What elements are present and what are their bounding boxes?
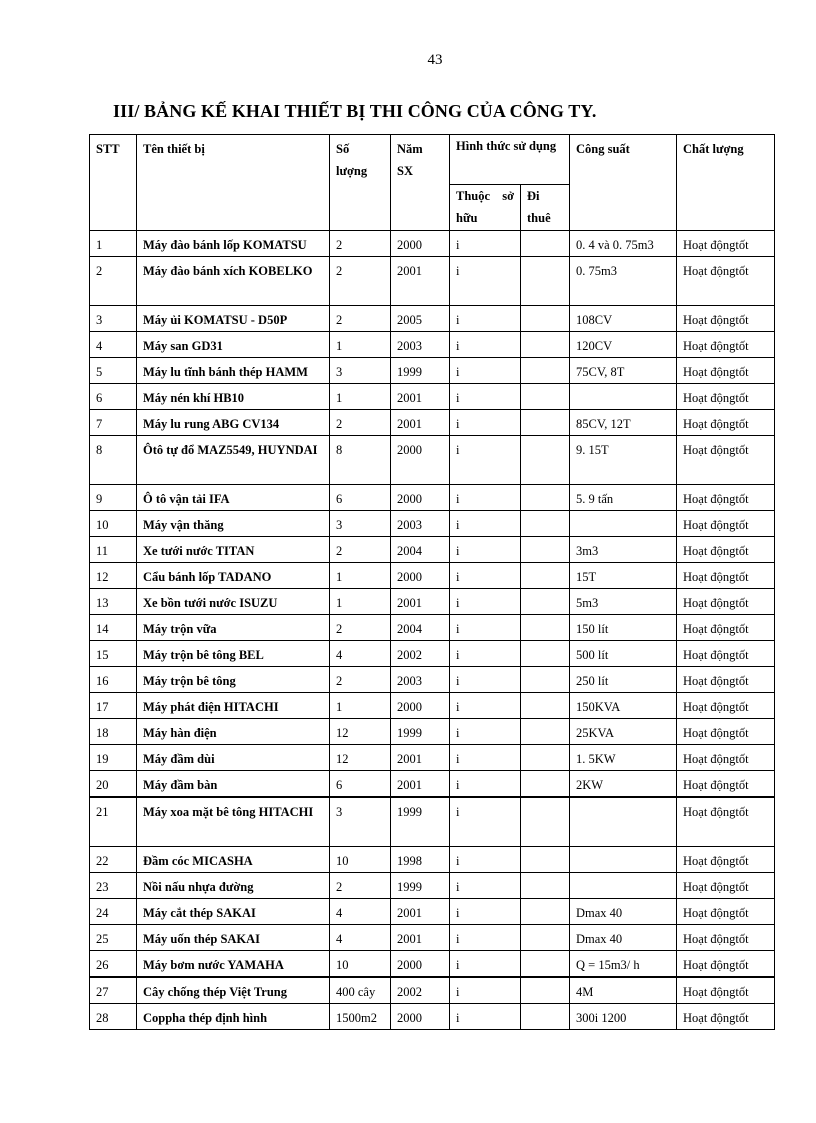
cell-stt: 1 xyxy=(90,231,137,257)
cell-capacity: Dmax 40 xyxy=(570,924,677,950)
cell-year: 2001 xyxy=(391,384,450,410)
table-row xyxy=(90,436,775,485)
cell-rented xyxy=(521,745,570,771)
cell-quality: Hoạt độngtốt xyxy=(677,898,775,924)
table-row xyxy=(90,358,775,384)
cell-stt: 12 xyxy=(90,563,137,589)
cell-owned: i xyxy=(450,1003,521,1029)
table-row xyxy=(90,306,775,332)
cell-year: 2001 xyxy=(391,771,450,798)
cell-stt: 19 xyxy=(90,745,137,771)
cell-year: 2000 xyxy=(391,950,450,977)
cell-quality: Hoạt độngtốt xyxy=(677,667,775,693)
table-row xyxy=(90,797,775,846)
cell-rented xyxy=(521,410,570,436)
cell-name: Máy bơm nước YAMAHA xyxy=(137,950,330,977)
cell-quality: Hoạt độngtốt xyxy=(677,436,775,485)
section-heading: III/ BẢNG KẾ KHAI THIẾT BỊ THI CÔNG CỦA CÔNG TY. xyxy=(113,101,597,121)
cell-quality: Hoạt độngtốt xyxy=(677,771,775,798)
cell-capacity: 3m3 xyxy=(570,537,677,563)
table-row xyxy=(90,485,775,511)
cell-owned: i xyxy=(450,771,521,798)
cell-stt: 3 xyxy=(90,306,137,332)
cell-capacity: 75CV, 8T xyxy=(570,358,677,384)
cell-owned: i xyxy=(450,485,521,511)
cell-rented xyxy=(521,615,570,641)
cell-year: 1999 xyxy=(391,872,450,898)
cell-rented xyxy=(521,563,570,589)
cell-year: 2004 xyxy=(391,615,450,641)
table-row xyxy=(90,537,775,563)
cell-capacity: 85CV, 12T xyxy=(570,410,677,436)
cell-quality: Hoạt độngtốt xyxy=(677,537,775,563)
cell-rented xyxy=(521,257,570,306)
cell-stt: 21 xyxy=(90,797,137,846)
cell-qty: 3 xyxy=(330,358,391,384)
cell-quality: Hoạt độngtốt xyxy=(677,846,775,872)
cell-qty: 2 xyxy=(330,537,391,563)
header-quality: Chất lượng xyxy=(677,135,775,231)
cell-stt: 24 xyxy=(90,898,137,924)
cell-owned: i xyxy=(450,358,521,384)
cell-stt: 20 xyxy=(90,771,137,798)
cell-owned: i xyxy=(450,693,521,719)
cell-owned: i xyxy=(450,563,521,589)
cell-qty: 12 xyxy=(330,745,391,771)
cell-owned: i xyxy=(450,332,521,358)
header-year: Năm SX xyxy=(391,135,450,231)
cell-year: 1998 xyxy=(391,846,450,872)
cell-year: 2000 xyxy=(391,436,450,485)
cell-rented xyxy=(521,846,570,872)
cell-rented xyxy=(521,977,570,1004)
cell-name: Máy uốn thép SAKAI xyxy=(137,924,330,950)
cell-qty: 6 xyxy=(330,771,391,798)
table-row xyxy=(90,924,775,950)
cell-quality: Hoạt độngtốt xyxy=(677,641,775,667)
table-row xyxy=(90,898,775,924)
cell-rented xyxy=(521,436,570,485)
cell-name: Máy hàn điện xyxy=(137,719,330,745)
cell-owned: i xyxy=(450,589,521,615)
cell-stt: 14 xyxy=(90,615,137,641)
cell-qty: 3 xyxy=(330,797,391,846)
cell-qty: 8 xyxy=(330,436,391,485)
cell-qty: 10 xyxy=(330,846,391,872)
cell-name: Ô tô vận tải IFA xyxy=(137,485,330,511)
cell-name: Máy lu tĩnh bánh thép HAMM xyxy=(137,358,330,384)
cell-owned: i xyxy=(450,537,521,563)
cell-name: Đầm cóc MICASHA xyxy=(137,846,330,872)
cell-qty: 2 xyxy=(330,257,391,306)
cell-qty: 1 xyxy=(330,589,391,615)
header-name: Tên thiết bị xyxy=(137,135,330,231)
cell-quality: Hoạt độngtốt xyxy=(677,589,775,615)
cell-qty: 10 xyxy=(330,950,391,977)
table-header-row xyxy=(90,135,775,185)
table-row xyxy=(90,950,775,977)
table-row xyxy=(90,563,775,589)
cell-quality: Hoạt độngtốt xyxy=(677,384,775,410)
cell-year: 2003 xyxy=(391,332,450,358)
cell-owned: i xyxy=(450,410,521,436)
cell-stt: 8 xyxy=(90,436,137,485)
cell-year: 2002 xyxy=(391,977,450,1004)
cell-qty: 2 xyxy=(330,667,391,693)
header-owned: Thuộc sở hữu xyxy=(450,185,521,231)
cell-owned: i xyxy=(450,615,521,641)
cell-stt: 11 xyxy=(90,537,137,563)
cell-qty: 2 xyxy=(330,872,391,898)
table-row xyxy=(90,1003,775,1029)
cell-qty: 1500m2 xyxy=(330,1003,391,1029)
cell-quality: Hoạt độngtốt xyxy=(677,332,775,358)
table-row xyxy=(90,511,775,537)
cell-quality: Hoạt độngtốt xyxy=(677,872,775,898)
cell-rented xyxy=(521,771,570,798)
cell-rented xyxy=(521,924,570,950)
cell-quality: Hoạt độngtốt xyxy=(677,615,775,641)
cell-qty: 1 xyxy=(330,693,391,719)
cell-capacity: 15T xyxy=(570,563,677,589)
cell-year: 2003 xyxy=(391,511,450,537)
table-row xyxy=(90,589,775,615)
cell-name: Máy đầm dùi xyxy=(137,745,330,771)
cell-capacity xyxy=(570,511,677,537)
table-row xyxy=(90,846,775,872)
cell-capacity: 25KVA xyxy=(570,719,677,745)
cell-year: 2001 xyxy=(391,589,450,615)
cell-capacity: 5m3 xyxy=(570,589,677,615)
cell-owned: i xyxy=(450,898,521,924)
cell-qty: 3 xyxy=(330,511,391,537)
header-capacity: Công suất xyxy=(570,135,677,231)
cell-rented xyxy=(521,797,570,846)
cell-name: Máy trộn bê tông BEL xyxy=(137,641,330,667)
cell-stt: 13 xyxy=(90,589,137,615)
cell-stt: 9 xyxy=(90,485,137,511)
cell-year: 2000 xyxy=(391,485,450,511)
cell-name: Máy lu rung ABG CV134 xyxy=(137,410,330,436)
cell-owned: i xyxy=(450,436,521,485)
cell-owned: i xyxy=(450,977,521,1004)
cell-capacity xyxy=(570,797,677,846)
cell-rented xyxy=(521,950,570,977)
cell-rented xyxy=(521,537,570,563)
cell-year: 2003 xyxy=(391,667,450,693)
cell-year: 2001 xyxy=(391,745,450,771)
cell-stt: 5 xyxy=(90,358,137,384)
table-row xyxy=(90,332,775,358)
cell-quality: Hoạt độngtốt xyxy=(677,977,775,1004)
cell-rented xyxy=(521,306,570,332)
cell-name: Xe tưới nước TITAN xyxy=(137,537,330,563)
cell-rented xyxy=(521,384,570,410)
cell-name: Cẩu bánh lốp TADANO xyxy=(137,563,330,589)
table-row xyxy=(90,719,775,745)
cell-owned: i xyxy=(450,667,521,693)
cell-quality: Hoạt độngtốt xyxy=(677,358,775,384)
header-ownership: Hình thức sử dụng xyxy=(450,135,570,185)
cell-owned: i xyxy=(450,511,521,537)
cell-rented xyxy=(521,589,570,615)
cell-quality: Hoạt độngtốt xyxy=(677,693,775,719)
cell-name: Máy ủi KOMATSU - D50P xyxy=(137,306,330,332)
cell-owned: i xyxy=(450,641,521,667)
cell-owned: i xyxy=(450,384,521,410)
cell-qty: 6 xyxy=(330,485,391,511)
cell-quality: Hoạt độngtốt xyxy=(677,745,775,771)
cell-qty: 2 xyxy=(330,410,391,436)
cell-quality: Hoạt độngtốt xyxy=(677,306,775,332)
table-row xyxy=(90,641,775,667)
cell-quality: Hoạt độngtốt xyxy=(677,563,775,589)
cell-stt: 26 xyxy=(90,950,137,977)
cell-rented xyxy=(521,511,570,537)
cell-qty: 1 xyxy=(330,332,391,358)
equipment-table xyxy=(89,134,775,1030)
cell-name: Máy xoa mặt bê tông HITACHI xyxy=(137,797,330,846)
cell-name: Máy đầm bàn xyxy=(137,771,330,798)
cell-name: Ôtô tự đổ MAZ5549, HUYNDAI xyxy=(137,436,330,485)
table-row xyxy=(90,872,775,898)
cell-qty: 1 xyxy=(330,563,391,589)
header-stt: STT xyxy=(90,135,137,231)
cell-quality: Hoạt độngtốt xyxy=(677,410,775,436)
cell-name: Máy trộn bê tông xyxy=(137,667,330,693)
cell-quality: Hoạt độngtốt xyxy=(677,485,775,511)
cell-stt: 7 xyxy=(90,410,137,436)
cell-capacity: 300i 1200 xyxy=(570,1003,677,1029)
cell-capacity: 4M xyxy=(570,977,677,1004)
cell-rented xyxy=(521,358,570,384)
cell-qty: 4 xyxy=(330,641,391,667)
cell-quality: Hoạt độngtốt xyxy=(677,257,775,306)
cell-owned: i xyxy=(450,257,521,306)
cell-stt: 10 xyxy=(90,511,137,537)
table-row xyxy=(90,615,775,641)
cell-year: 2000 xyxy=(391,231,450,257)
cell-rented xyxy=(521,1003,570,1029)
cell-stt: 2 xyxy=(90,257,137,306)
cell-year: 1999 xyxy=(391,358,450,384)
cell-capacity: 1. 5KW xyxy=(570,745,677,771)
cell-year: 2002 xyxy=(391,641,450,667)
cell-stt: 25 xyxy=(90,924,137,950)
cell-stt: 15 xyxy=(90,641,137,667)
cell-quality: Hoạt độngtốt xyxy=(677,950,775,977)
cell-rented xyxy=(521,693,570,719)
table-row xyxy=(90,977,775,1004)
cell-year: 2005 xyxy=(391,306,450,332)
cell-name: Nồi nấu nhựa đường xyxy=(137,872,330,898)
cell-rented xyxy=(521,872,570,898)
cell-stt: 6 xyxy=(90,384,137,410)
cell-quality: Hoạt độngtốt xyxy=(677,719,775,745)
cell-year: 2000 xyxy=(391,693,450,719)
cell-stt: 28 xyxy=(90,1003,137,1029)
table-row xyxy=(90,410,775,436)
cell-name: Máy đào bánh xích KOBELKO xyxy=(137,257,330,306)
cell-capacity: 9. 15T xyxy=(570,436,677,485)
cell-year: 2001 xyxy=(391,410,450,436)
cell-stt: 17 xyxy=(90,693,137,719)
cell-qty: 12 xyxy=(330,719,391,745)
cell-year: 2000 xyxy=(391,1003,450,1029)
cell-capacity: 0. 75m3 xyxy=(570,257,677,306)
cell-owned: i xyxy=(450,306,521,332)
cell-owned: i xyxy=(450,950,521,977)
table-row xyxy=(90,693,775,719)
cell-quality: Hoạt độngtốt xyxy=(677,231,775,257)
cell-rented xyxy=(521,641,570,667)
cell-stt: 22 xyxy=(90,846,137,872)
table-row xyxy=(90,771,775,798)
cell-year: 2004 xyxy=(391,537,450,563)
cell-rented xyxy=(521,485,570,511)
cell-capacity: 0. 4 và 0. 75m3 xyxy=(570,231,677,257)
cell-capacity: 120CV xyxy=(570,332,677,358)
cell-capacity: 150 lít xyxy=(570,615,677,641)
cell-qty: 4 xyxy=(330,924,391,950)
cell-name: Máy cắt thép SAKAI xyxy=(137,898,330,924)
cell-capacity: 250 lít xyxy=(570,667,677,693)
cell-rented xyxy=(521,719,570,745)
cell-year: 2001 xyxy=(391,898,450,924)
cell-quality: Hoạt độngtốt xyxy=(677,1003,775,1029)
cell-capacity: 2KW xyxy=(570,771,677,798)
table-row xyxy=(90,384,775,410)
cell-qty: 2 xyxy=(330,231,391,257)
cell-quality: Hoạt độngtốt xyxy=(677,797,775,846)
cell-capacity: 150KVA xyxy=(570,693,677,719)
header-rented: Đi thuê xyxy=(521,185,570,231)
cell-stt: 4 xyxy=(90,332,137,358)
cell-year: 2000 xyxy=(391,563,450,589)
cell-stt: 23 xyxy=(90,872,137,898)
cell-quality: Hoạt độngtốt xyxy=(677,924,775,950)
cell-rented xyxy=(521,231,570,257)
cell-stt: 16 xyxy=(90,667,137,693)
cell-capacity: Dmax 40 xyxy=(570,898,677,924)
cell-owned: i xyxy=(450,872,521,898)
cell-capacity xyxy=(570,872,677,898)
page-number: 43 xyxy=(427,52,443,68)
cell-qty: 2 xyxy=(330,306,391,332)
table-row xyxy=(90,667,775,693)
cell-name: Máy trộn vữa xyxy=(137,615,330,641)
table-row xyxy=(90,257,775,306)
cell-owned: i xyxy=(450,719,521,745)
cell-capacity: 5. 9 tấn xyxy=(570,485,677,511)
cell-owned: i xyxy=(450,846,521,872)
cell-name: Coppha thép định hình xyxy=(137,1003,330,1029)
cell-stt: 18 xyxy=(90,719,137,745)
cell-name: Máy vận thăng xyxy=(137,511,330,537)
cell-capacity xyxy=(570,384,677,410)
table-row xyxy=(90,231,775,257)
cell-capacity xyxy=(570,846,677,872)
cell-rented xyxy=(521,667,570,693)
header-qty: Số lượng xyxy=(330,135,391,231)
cell-qty: 4 xyxy=(330,898,391,924)
cell-qty: 400 cây xyxy=(330,977,391,1004)
cell-quality: Hoạt độngtốt xyxy=(677,511,775,537)
cell-qty: 2 xyxy=(330,615,391,641)
cell-name: Máy đào bánh lốp KOMATSU xyxy=(137,231,330,257)
cell-year: 2001 xyxy=(391,257,450,306)
cell-year: 1999 xyxy=(391,797,450,846)
cell-name: Máy san GD31 xyxy=(137,332,330,358)
cell-owned: i xyxy=(450,745,521,771)
cell-owned: i xyxy=(450,924,521,950)
cell-capacity: 108CV xyxy=(570,306,677,332)
cell-name: Máy nén khí HB10 xyxy=(137,384,330,410)
cell-stt: 27 xyxy=(90,977,137,1004)
cell-capacity: Q = 15m3/ h xyxy=(570,950,677,977)
cell-name: Xe bồn tưới nước ISUZU xyxy=(137,589,330,615)
cell-year: 2001 xyxy=(391,924,450,950)
cell-name: Cây chống thép Việt Trung xyxy=(137,977,330,1004)
cell-year: 1999 xyxy=(391,719,450,745)
cell-name: Máy phát điện HITACHI xyxy=(137,693,330,719)
cell-rented xyxy=(521,898,570,924)
cell-capacity: 500 lít xyxy=(570,641,677,667)
table-row xyxy=(90,745,775,771)
cell-rented xyxy=(521,332,570,358)
cell-owned: i xyxy=(450,231,521,257)
cell-owned: i xyxy=(450,797,521,846)
cell-qty: 1 xyxy=(330,384,391,410)
